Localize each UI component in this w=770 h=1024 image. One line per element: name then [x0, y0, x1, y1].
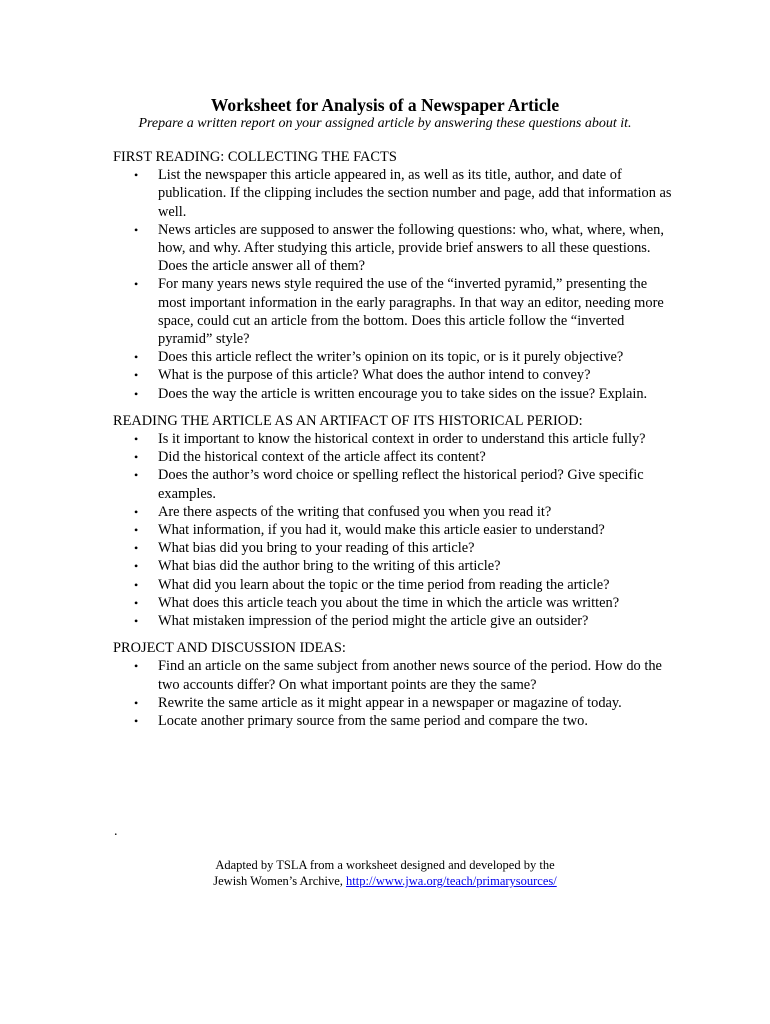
bullet-icon: •: [134, 614, 139, 629]
section-historical-period: [113, 412, 673, 630]
section-heading: READING THE ARTICLE AS AN ARTIFACT OF ITS HISTORICAL PERIOD:: [113, 412, 583, 429]
list-item-text: Does the way the article is written encourage you to take sides on the issue? Explain.: [158, 385, 648, 402]
list-item-text: News articles are supposed to answer the following questions: who, what, where, when, how, and why. After studying this article, provide brief answers to all these questions. Does the article answer all of them?: [158, 221, 664, 275]
list-item: [113, 275, 673, 348]
bullet-icon: •: [134, 541, 139, 556]
footer-line-2: [0, 873, 770, 889]
bullet-icon: •: [134, 350, 139, 365]
list-item-text: What bias did you bring to your reading of this article?: [158, 540, 475, 557]
section-heading: PROJECT AND DISCUSSION IDEAS:: [113, 640, 346, 657]
bullet-icon: •: [134, 368, 139, 383]
bullet-icon: •: [134, 595, 139, 610]
list-item: [113, 594, 673, 612]
footer-credit: [0, 857, 770, 889]
list-item: [113, 557, 673, 575]
page-title: Worksheet for Analysis of a Newspaper Article: [210, 95, 560, 115]
list-item-text: Find an article on the same subject from another news source of the period. How do the two accounts differ? On what important points are they the same?: [158, 658, 662, 693]
bullet-icon: •: [134, 504, 139, 519]
list-item: [113, 348, 673, 366]
list-item: [113, 657, 673, 693]
list-item: [113, 166, 673, 221]
list-item-text: Does the author’s word choice or spelling reflect the historical period? Give specific examples.: [158, 467, 644, 502]
bullet-icon: •: [134, 222, 139, 237]
list-item: [113, 221, 673, 276]
list-item-text: List the newspaper this article appeared in, as well as its title, author, and date of publication. If the clipping includes the section number and page, add that information as well.: [158, 167, 672, 220]
question-list: [113, 430, 673, 630]
list-item: [113, 448, 673, 466]
list-item: [113, 539, 673, 557]
list-item: [113, 712, 673, 730]
footer-archive-name: Jewish Women’s Archive,: [213, 874, 343, 888]
list-item-text: Locate another primary source from the same period and compare the two.: [158, 713, 588, 730]
list-item: [113, 576, 673, 594]
list-item: [113, 366, 673, 384]
list-item: [113, 385, 673, 403]
bullet-icon: •: [134, 577, 139, 592]
section-project-ideas: [113, 639, 673, 730]
list-item-text: What does this article teach you about the time in which the article was written?: [158, 594, 620, 611]
question-list: [113, 166, 673, 403]
worksheet-content: [113, 148, 673, 739]
list-item-text: What information, if you had it, would make this article easier to understand?: [158, 522, 605, 539]
list-item: [113, 612, 673, 630]
section-heading: FIRST READING: COLLECTING THE FACTS: [113, 149, 397, 165]
bullet-icon: •: [134, 450, 139, 465]
list-item-text: What is the purpose of this article? What does the author intend to convey?: [158, 367, 591, 384]
bullet-icon: •: [134, 168, 139, 183]
footer-line-1: Adapted by TSLA from a worksheet designed and developed by the: [215, 858, 555, 872]
bullet-icon: •: [134, 468, 139, 483]
list-item-text: What did you learn about the topic or the time period from reading the article?: [158, 576, 610, 593]
page-subtitle: Prepare a written report on your assigned article by answering these questions about it.: [138, 116, 632, 131]
list-item-text: What bias did the author bring to the writing of this article?: [158, 558, 501, 575]
bullet-icon: •: [134, 695, 139, 710]
question-list: [113, 657, 673, 730]
section-first-reading: [113, 148, 673, 403]
list-item-text: What mistaken impression of the period might the article give an outsider?: [158, 613, 589, 630]
list-item-text: Are there aspects of the writing that confused you when you read it?: [158, 503, 552, 520]
list-item: [113, 503, 673, 521]
bullet-icon: •: [134, 432, 139, 447]
list-item-text: Did the historical context of the article affect its content?: [158, 449, 486, 466]
footer-link[interactable]: http://www.jwa.org/teach/primarysources/: [346, 874, 557, 888]
bullet-icon: •: [134, 659, 139, 674]
bullet-icon: •: [134, 277, 139, 292]
bullet-icon: •: [134, 386, 139, 401]
stray-period-mark: .: [114, 824, 118, 839]
list-item: [113, 521, 673, 539]
list-item-text: Is it important to know the historical context in order to understand this article fully?: [158, 431, 646, 448]
list-item: [113, 466, 673, 502]
bullet-icon: •: [134, 559, 139, 574]
list-item-text: Rewrite the same article as it might appear in a newspaper or magazine of today.: [158, 694, 622, 711]
bullet-icon: •: [134, 714, 139, 729]
list-item-text: Does this article reflect the writer’s opinion on its topic, or is it purely objective?: [158, 349, 624, 366]
list-item: [113, 694, 673, 712]
list-item: [113, 430, 673, 448]
list-item-text: For many years news style required the use of the “inverted pyramid,” presenting the most important information in the early paragraphs. In that way an editor, needing more space, could cut an article from the bottom. Does this article follow the “inverted pyramid” style?: [158, 276, 664, 348]
bullet-icon: •: [134, 523, 139, 538]
